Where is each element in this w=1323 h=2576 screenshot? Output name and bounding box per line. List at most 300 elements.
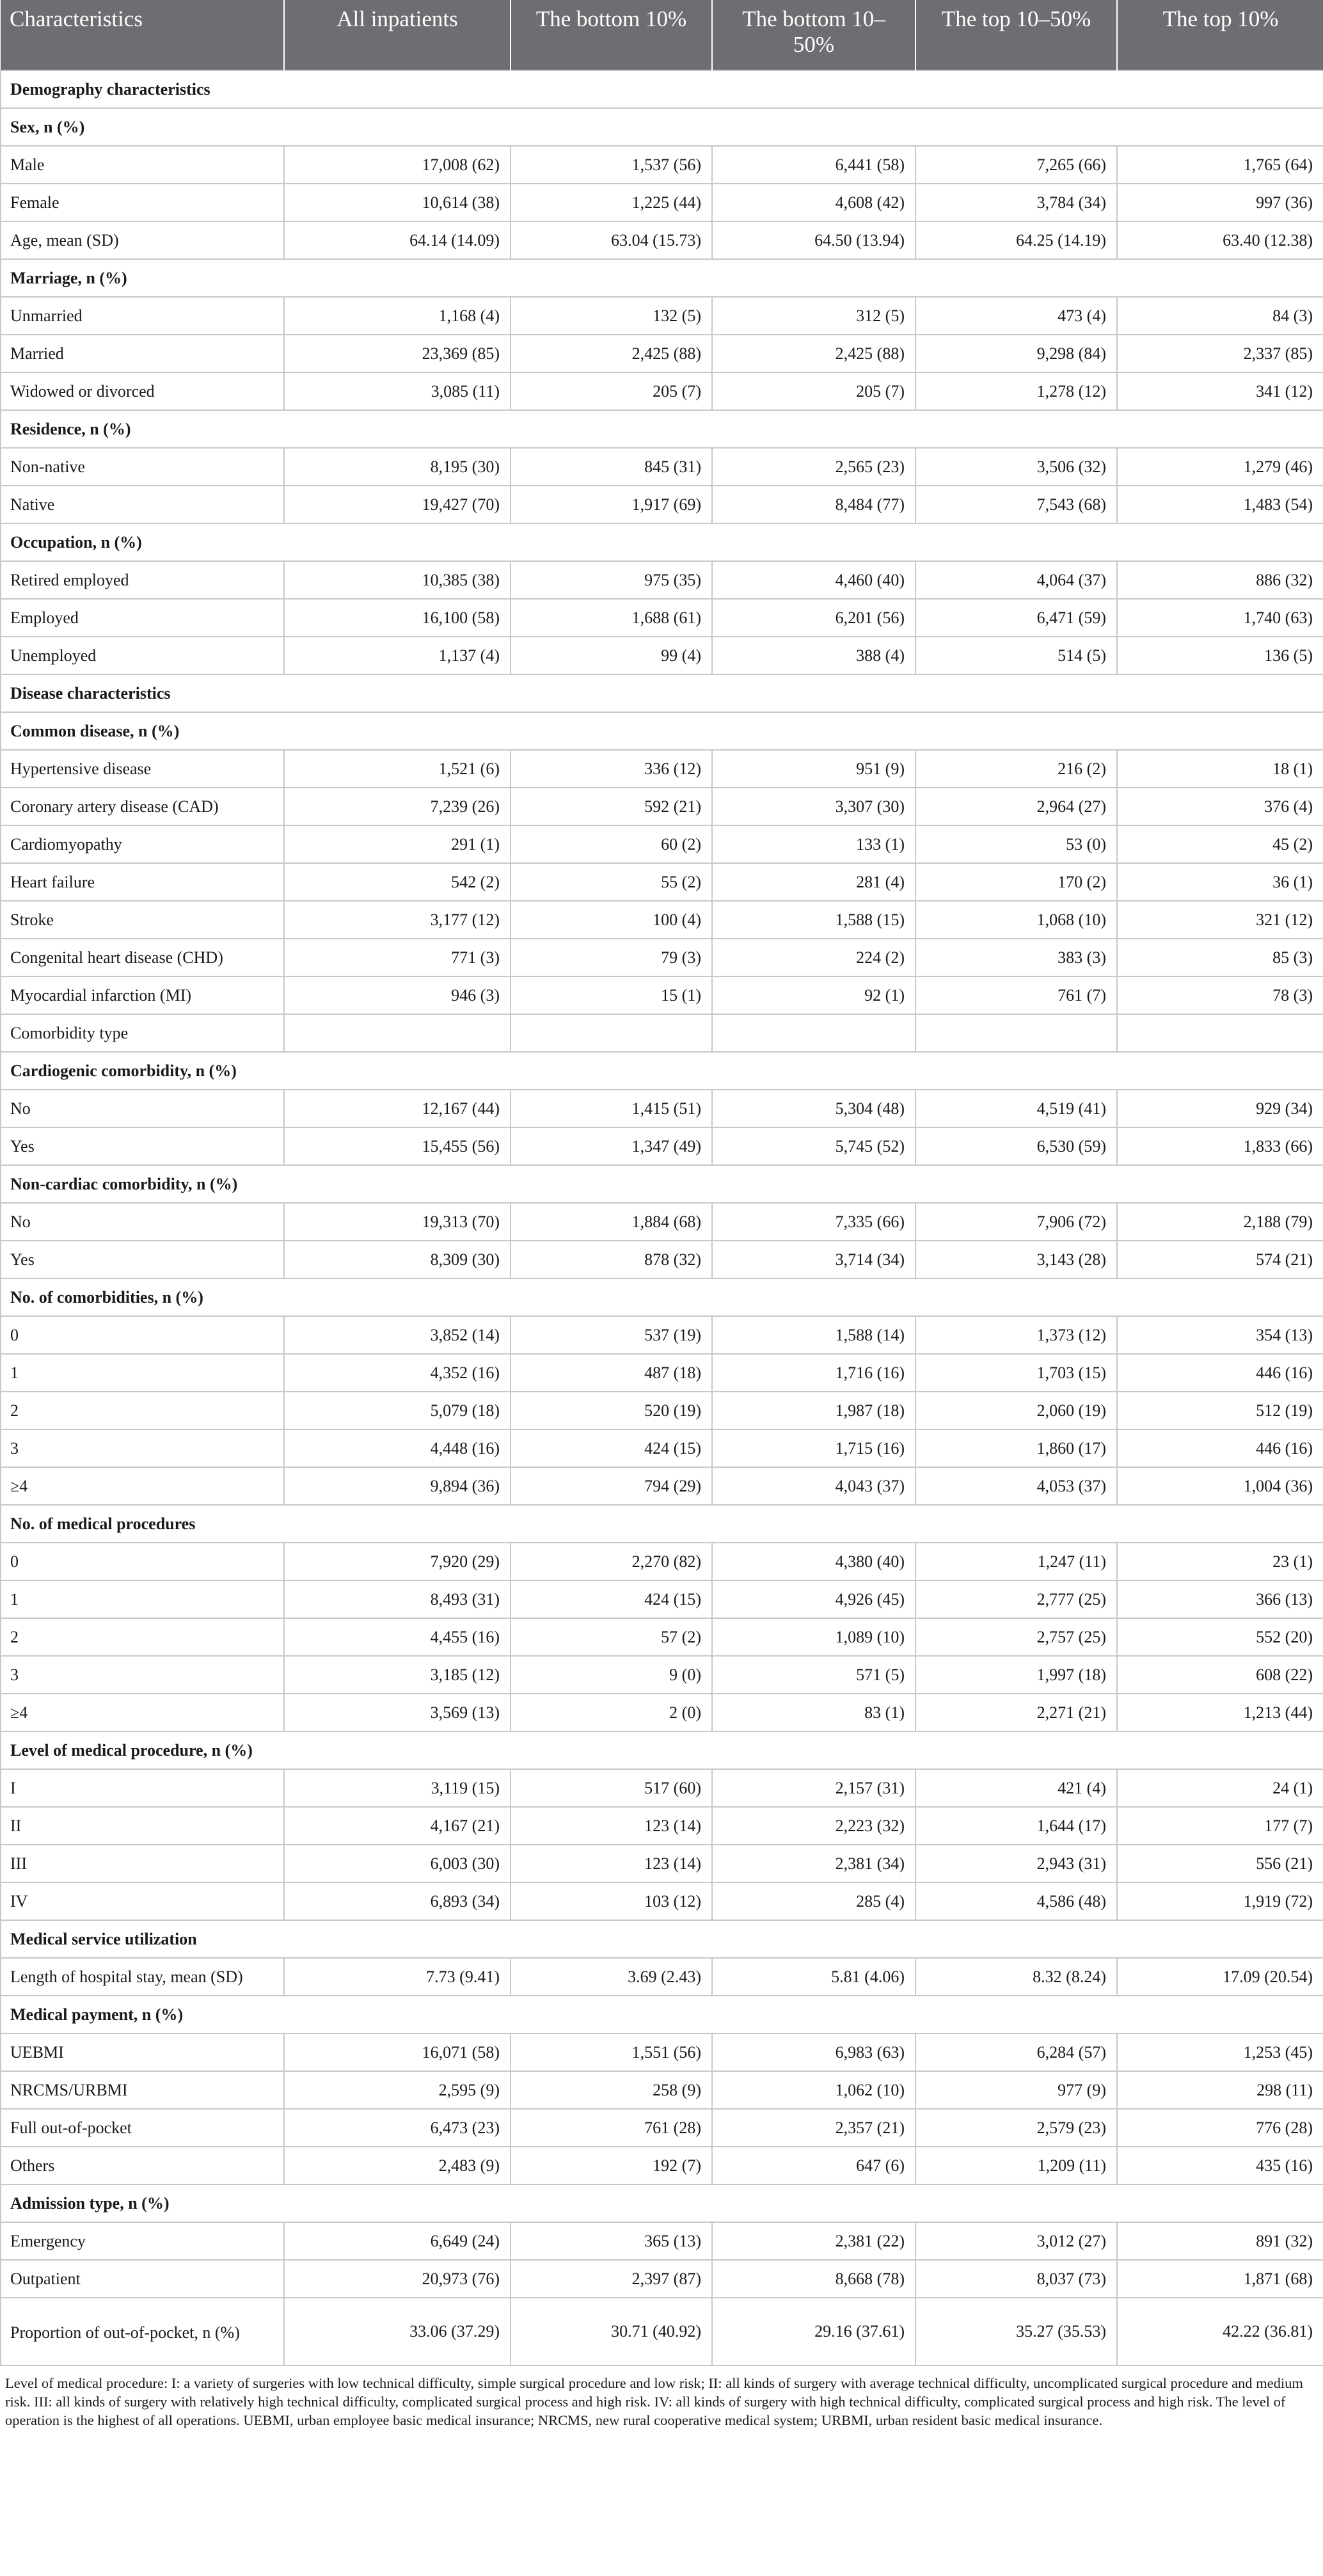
section-label: Sex, n (%) [1,108,1323,146]
table-row [1,901,1323,939]
row-label: Widowed or divorced [1,372,284,410]
cell-value: 16,100 (58) [284,599,511,637]
cell-value: 4,053 (37) [915,1467,1117,1505]
cell-value: 4,167 (21) [284,1807,511,1845]
row-label: Retired employed [1,561,284,599]
cell-value: 1,089 (10) [712,1618,915,1656]
row-label: IV [1,1882,284,1920]
row-label: 3 [1,1429,284,1467]
cell-value: 1,247 (11) [915,1543,1117,1580]
cell-value: 1,919 (72) [1117,1882,1323,1920]
cell-value: 552 (20) [1117,1618,1323,1656]
row-label: Yes [1,1127,284,1165]
table-row [1,1014,1323,1052]
cell-value: 1,703 (15) [915,1354,1117,1392]
section-row [1,1165,1323,1203]
section-row [1,2184,1323,2222]
cell-value: 205 (7) [511,372,712,410]
row-label: Unemployed [1,637,284,674]
cell-value: 83 (1) [712,1694,915,1731]
cell-value: 64.14 (14.09) [284,221,511,259]
cell-value: 29.16 (37.61) [712,2298,915,2365]
cell-value: 929 (34) [1117,1090,1323,1127]
cell-value: 1,347 (49) [511,1127,712,1165]
cell-value: 3,784 (34) [915,184,1117,221]
cell-value: 435 (16) [1117,2147,1323,2184]
table-row [1,1241,1323,1278]
cell-value: 85 (3) [1117,939,1323,976]
cell-value: 4,352 (16) [284,1354,511,1392]
cell-value: 446 (16) [1117,1429,1323,1467]
cell-value: 5,079 (18) [284,1392,511,1429]
cell-value: 64.50 (13.94) [712,221,915,259]
cell-value: 285 (4) [712,1882,915,1920]
cell-value: 3,185 (12) [284,1656,511,1694]
cell-value: 1,373 (12) [915,1316,1117,1354]
header-top-10-50: The top 10–50% [915,0,1117,70]
cell-value: 16,071 (58) [284,2033,511,2071]
table-row [1,2109,1323,2147]
cell-value: 365 (13) [511,2222,712,2260]
cell-value: 1,537 (56) [511,146,712,184]
cell-value: 975 (35) [511,561,712,599]
cell-value: 1,765 (64) [1117,146,1323,184]
cell-value: 63.04 (15.73) [511,221,712,259]
cell-value: 2,271 (21) [915,1694,1117,1731]
cell-value: 341 (12) [1117,372,1323,410]
cell-value: 92 (1) [712,976,915,1014]
cell-value: 2,337 (85) [1117,335,1323,372]
row-label: No [1,1090,284,1127]
row-label: Stroke [1,901,284,939]
section-row [1,1505,1323,1543]
table-row [1,599,1323,637]
cell-value: 6,530 (59) [915,1127,1117,1165]
cell-value: 8,484 (77) [712,486,915,523]
cell-value: 42.22 (36.81) [1117,2298,1323,2365]
cell-value: 53 (0) [915,825,1117,863]
row-label: ≥4 [1,1694,284,1731]
cell-value: 5.81 (4.06) [712,1958,915,1996]
cell-value: 123 (14) [511,1807,712,1845]
cell-value: 8,493 (31) [284,1580,511,1618]
row-label: 0 [1,1316,284,1354]
cell-value: 100 (4) [511,901,712,939]
cell-value [712,1014,915,1052]
section-row [1,1920,1323,1958]
cell-value: 8,195 (30) [284,448,511,486]
table-row [1,2298,1323,2365]
row-label: Congenital heart disease (CHD) [1,939,284,976]
cell-value: 170 (2) [915,863,1117,901]
cell-value: 421 (4) [915,1769,1117,1807]
cell-value: 15,455 (56) [284,1127,511,1165]
cell-value: 4,608 (42) [712,184,915,221]
table-row [1,1882,1323,1920]
cell-value: 571 (5) [712,1656,915,1694]
cell-value: 4,460 (40) [712,561,915,599]
table-row [1,297,1323,335]
cell-value: 2,357 (21) [712,2109,915,2147]
section-row [1,674,1323,712]
cell-value: 2,188 (79) [1117,1203,1323,1241]
cell-value: 10,385 (38) [284,561,511,599]
cell-value [284,1014,511,1052]
table-row [1,1845,1323,1882]
section-row [1,410,1323,448]
cell-value: 6,441 (58) [712,146,915,184]
row-label: Coronary artery disease (CAD) [1,788,284,825]
row-label: Native [1,486,284,523]
header-bottom-10-50: The bottom 10–50% [712,0,915,70]
table-row [1,2222,1323,2260]
cell-value: 2,757 (25) [915,1618,1117,1656]
cell-value: 8,037 (73) [915,2260,1117,2298]
row-label: Female [1,184,284,221]
section-label: Demography characteristics [1,70,1323,108]
table-row [1,1769,1323,1807]
cell-value: 2,595 (9) [284,2071,511,2109]
cell-value: 205 (7) [712,372,915,410]
cell-value: 8,309 (30) [284,1241,511,1278]
cell-value: 1,253 (45) [1117,2033,1323,2071]
cell-value: 3,714 (34) [712,1241,915,1278]
cell-value: 512 (19) [1117,1392,1323,1429]
section-row [1,1052,1323,1090]
table-row [1,184,1323,221]
row-label: Married [1,335,284,372]
cell-value: 383 (3) [915,939,1117,976]
cell-value: 1,279 (46) [1117,448,1323,486]
cell-value: 3,506 (32) [915,448,1117,486]
cell-value: 312 (5) [712,297,915,335]
section-label: Occupation, n (%) [1,523,1323,561]
row-label: 2 [1,1392,284,1429]
cell-value: 1,997 (18) [915,1656,1117,1694]
cell-value: 224 (2) [712,939,915,976]
cell-value: 2,565 (23) [712,448,915,486]
section-label: Marriage, n (%) [1,259,1323,297]
cell-value: 12,167 (44) [284,1090,511,1127]
row-label: 1 [1,1580,284,1618]
cell-value: 1,740 (63) [1117,599,1323,637]
row-label: Full out-of-pocket [1,2109,284,2147]
cell-value: 2,425 (88) [511,335,712,372]
cell-value: 6,471 (59) [915,599,1117,637]
table-row [1,372,1323,410]
section-label: Cardiogenic comorbidity, n (%) [1,1052,1323,1090]
cell-value: 4,043 (37) [712,1467,915,1505]
cell-value: 1,062 (10) [712,2071,915,2109]
cell-value: 424 (15) [511,1429,712,1467]
header-row [1,0,1323,70]
cell-value: 36 (1) [1117,863,1323,901]
table-row [1,750,1323,788]
table-row [1,2147,1323,2184]
cell-value: 8,668 (78) [712,2260,915,2298]
cell-value: 1,168 (4) [284,297,511,335]
header-bottom-10: The bottom 10% [511,0,712,70]
row-label: Heart failure [1,863,284,901]
cell-value: 33.06 (37.29) [284,2298,511,2365]
cell-value: 886 (32) [1117,561,1323,599]
table-row [1,2260,1323,2298]
cell-value: 3,177 (12) [284,901,511,939]
table-row [1,976,1323,1014]
row-label: ≥4 [1,1467,284,1505]
cell-value: 19,313 (70) [284,1203,511,1241]
cell-value: 23,369 (85) [284,335,511,372]
cell-value: 761 (28) [511,2109,712,2147]
cell-value: 1,225 (44) [511,184,712,221]
table-row [1,2033,1323,2071]
cell-value: 4,519 (41) [915,1090,1117,1127]
table-row [1,146,1323,184]
cell-value: 1,715 (16) [712,1429,915,1467]
cell-value: 5,304 (48) [712,1090,915,1127]
section-row [1,108,1323,146]
section-label: Non-cardiac comorbidity, n (%) [1,1165,1323,1203]
cell-value: 4,448 (16) [284,1429,511,1467]
table-row [1,1354,1323,1392]
cell-value: 1,884 (68) [511,1203,712,1241]
row-label: 3 [1,1656,284,1694]
cell-value: 1,716 (16) [712,1354,915,1392]
section-row [1,523,1323,561]
cell-value: 3,143 (28) [915,1241,1117,1278]
cell-value: 19,427 (70) [284,486,511,523]
cell-value: 15 (1) [511,976,712,1014]
cell-value: 2,777 (25) [915,1580,1117,1618]
header-top-10: The top 10% [1117,0,1323,70]
table-row [1,788,1323,825]
cell-value: 761 (7) [915,976,1117,1014]
cell-value: 7,920 (29) [284,1543,511,1580]
cell-value: 2 (0) [511,1694,712,1731]
cell-value: 556 (21) [1117,1845,1323,1882]
cell-value: 1,917 (69) [511,486,712,523]
cell-value: 2,964 (27) [915,788,1117,825]
cell-value: 946 (3) [284,976,511,1014]
cell-value: 6,893 (34) [284,1882,511,1920]
row-label: I [1,1769,284,1807]
cell-value: 177 (7) [1117,1807,1323,1845]
table-row [1,335,1323,372]
row-label: Yes [1,1241,284,1278]
cell-value: 3,085 (11) [284,372,511,410]
cell-value [511,1014,712,1052]
table-row [1,1429,1323,1467]
cell-value: 17,008 (62) [284,146,511,184]
cell-value: 592 (21) [511,788,712,825]
cell-value: 7,335 (66) [712,1203,915,1241]
cell-value: 84 (3) [1117,297,1323,335]
section-label: Level of medical procedure, n (%) [1,1731,1323,1769]
row-label: 1 [1,1354,284,1392]
cell-value: 1,871 (68) [1117,2260,1323,2298]
table-body [1,70,1323,2365]
cell-value: 18 (1) [1117,750,1323,788]
row-label: Length of hospital stay, mean (SD) [1,1958,284,1996]
cell-value: 9 (0) [511,1656,712,1694]
cell-value: 1,688 (61) [511,599,712,637]
cell-value: 291 (1) [284,825,511,863]
section-label: Common disease, n (%) [1,712,1323,750]
section-row [1,1996,1323,2033]
cell-value: 9,894 (36) [284,1467,511,1505]
cell-value: 8.32 (8.24) [915,1958,1117,1996]
section-label: Disease characteristics [1,674,1323,712]
cell-value: 977 (9) [915,2071,1117,2109]
cell-value: 4,380 (40) [712,1543,915,1580]
cell-value: 4,064 (37) [915,561,1117,599]
cell-value: 10,614 (38) [284,184,511,221]
cell-value: 7.73 (9.41) [284,1958,511,1996]
row-label: Outpatient [1,2260,284,2298]
cell-value: 7,239 (26) [284,788,511,825]
section-label: No. of medical procedures [1,1505,1323,1543]
row-label: Emergency [1,2222,284,2260]
cell-value: 3,012 (27) [915,2222,1117,2260]
section-label: Medical service utilization [1,1920,1323,1958]
row-label: 0 [1,1543,284,1580]
table-header [1,0,1323,70]
section-row [1,712,1323,750]
cell-value [915,1014,1117,1052]
cell-value: 17.09 (20.54) [1117,1958,1323,1996]
row-label: Age, mean (SD) [1,221,284,259]
cell-value: 78 (3) [1117,976,1323,1014]
cell-value: 366 (13) [1117,1580,1323,1618]
table-row [1,448,1323,486]
cell-value: 1,209 (11) [915,2147,1117,2184]
cell-value: 1,068 (10) [915,901,1117,939]
cell-value: 2,943 (31) [915,1845,1117,1882]
cell-value: 1,137 (4) [284,637,511,674]
cell-value: 3,852 (14) [284,1316,511,1354]
cell-value: 6,649 (24) [284,2222,511,2260]
table-row [1,1618,1323,1656]
cell-value: 24 (1) [1117,1769,1323,1807]
cell-value: 1,004 (36) [1117,1467,1323,1505]
cell-value: 537 (19) [511,1316,712,1354]
cell-value: 60 (2) [511,825,712,863]
cell-value: 878 (32) [511,1241,712,1278]
cell-value: 216 (2) [915,750,1117,788]
cell-value: 574 (21) [1117,1241,1323,1278]
cell-value: 5,745 (52) [712,1127,915,1165]
section-label: Admission type, n (%) [1,2184,1323,2222]
section-label: No. of comorbidities, n (%) [1,1278,1323,1316]
cell-value: 388 (4) [712,637,915,674]
cell-value: 354 (13) [1117,1316,1323,1354]
row-label: NRCMS/URBMI [1,2071,284,2109]
cell-value: 424 (15) [511,1580,712,1618]
cell-value: 1,987 (18) [712,1392,915,1429]
section-row [1,1731,1323,1769]
cell-value: 2,397 (87) [511,2260,712,2298]
cell-value: 2,157 (31) [712,1769,915,1807]
table-row [1,637,1323,674]
cell-value: 1,833 (66) [1117,1127,1323,1165]
cell-value: 473 (4) [915,297,1117,335]
row-label: Employed [1,599,284,637]
cell-value: 2,425 (88) [712,335,915,372]
cell-value: 45 (2) [1117,825,1323,863]
table-row [1,1203,1323,1241]
cell-value: 23 (1) [1117,1543,1323,1580]
cell-value: 30.71 (40.92) [511,2298,712,2365]
cell-value: 2,381 (22) [712,2222,915,2260]
table-row [1,486,1323,523]
cell-value: 132 (5) [511,297,712,335]
cell-value: 1,415 (51) [511,1090,712,1127]
cell-value: 4,926 (45) [712,1580,915,1618]
cell-value: 376 (4) [1117,788,1323,825]
cell-value: 487 (18) [511,1354,712,1392]
cell-value: 951 (9) [712,750,915,788]
section-row [1,1278,1323,1316]
row-label: Non-native [1,448,284,486]
table-row [1,1694,1323,1731]
table-row [1,1127,1323,1165]
row-label: No [1,1203,284,1241]
table-row [1,561,1323,599]
section-label: Medical payment, n (%) [1,1996,1323,2033]
cell-value: 1,860 (17) [915,1429,1117,1467]
cell-value: 6,983 (63) [712,2033,915,2071]
row-label: III [1,1845,284,1882]
cell-value: 3,569 (13) [284,1694,511,1731]
cell-value: 79 (3) [511,939,712,976]
row-label: II [1,1807,284,1845]
cell-value: 336 (12) [511,750,712,788]
cell-value: 63.40 (12.38) [1117,221,1323,259]
cell-value: 997 (36) [1117,184,1323,221]
table-row [1,1316,1323,1354]
cell-value: 6,003 (30) [284,1845,511,1882]
cell-value: 1,483 (54) [1117,486,1323,523]
cell-value: 123 (14) [511,1845,712,1882]
cell-value: 2,381 (34) [712,1845,915,1882]
cell-value: 57 (2) [511,1618,712,1656]
table-row [1,825,1323,863]
cell-value: 1,588 (15) [712,901,915,939]
cell-value: 103 (12) [511,1882,712,1920]
cell-value: 845 (31) [511,448,712,486]
cell-value: 776 (28) [1117,2109,1323,2147]
section-row [1,259,1323,297]
cell-value: 258 (9) [511,2071,712,2109]
cell-value [1117,1014,1323,1052]
cell-value: 514 (5) [915,637,1117,674]
cell-value: 517 (60) [511,1769,712,1807]
table-row [1,1580,1323,1618]
cell-value: 2,579 (23) [915,2109,1117,2147]
section-row [1,70,1323,108]
cell-value: 4,455 (16) [284,1618,511,1656]
cell-value: 6,201 (56) [712,599,915,637]
cell-value: 3.69 (2.43) [511,1958,712,1996]
table-row [1,1543,1323,1580]
row-label: Cardiomyopathy [1,825,284,863]
table-row [1,939,1323,976]
cell-value: 3,307 (30) [712,788,915,825]
cell-value: 647 (6) [712,2147,915,2184]
cell-value: 20,973 (76) [284,2260,511,2298]
cell-value: 1,551 (56) [511,2033,712,2071]
cell-value: 2,223 (32) [712,1807,915,1845]
